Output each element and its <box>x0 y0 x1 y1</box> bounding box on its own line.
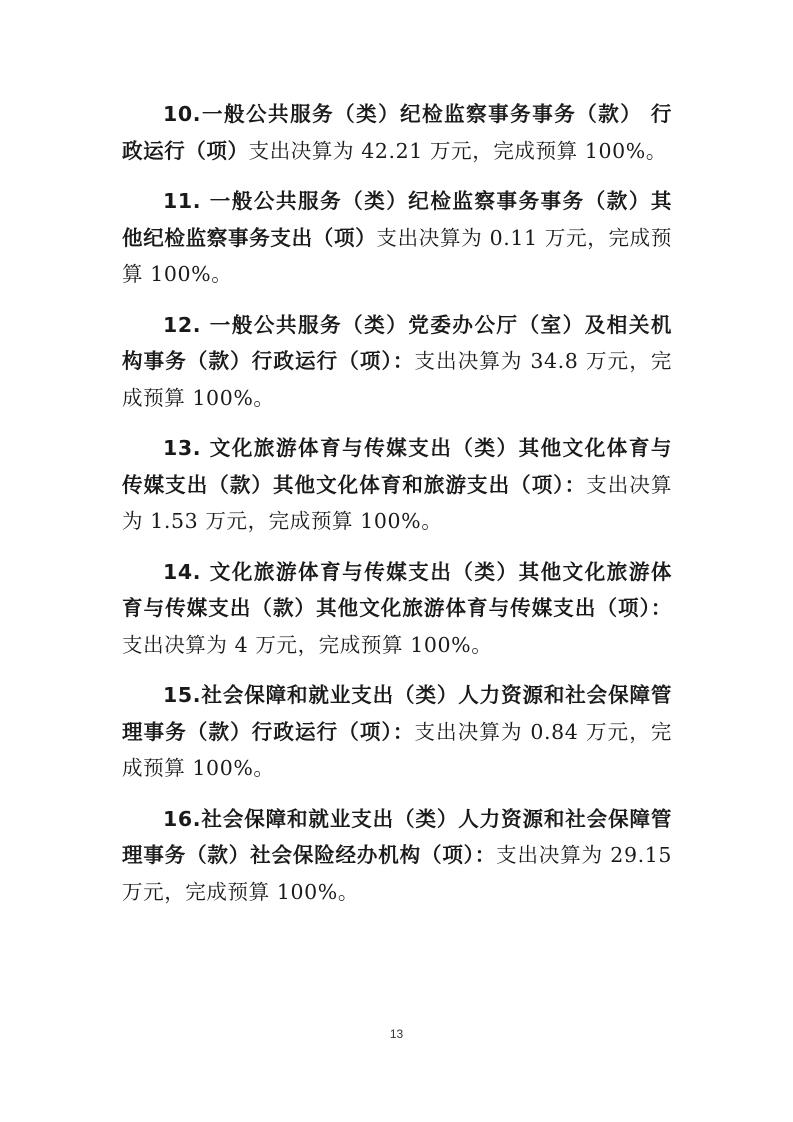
paragraph-text: 支出决算为 29.15 万元，完成预算 100%。 <box>122 843 672 904</box>
paragraph-heading: 13. 文化旅游体育与传媒支出（类）其他文化体育与传媒支出（款）其他文化体育和旅游支出（项）： <box>122 436 672 497</box>
paragraph-heading: 14. 文化旅游体育与传媒支出（类）其他文化旅游体育与传媒支出（款）其他文化旅游体育与传媒支出（项）： <box>122 559 672 620</box>
paragraph-heading: 12. 一般公共服务（类）党委办公厅（室）及相关机构事务（款）行政运行（项）： <box>122 312 672 373</box>
paragraph-text: 支出决算为 0.84 万元，完成预算 100%。 <box>122 719 672 780</box>
paragraph-item-15 <box>122 677 672 787</box>
paragraph-item-14 <box>122 554 672 664</box>
paragraph-text: 支出决算为 4 万元，完成预算 100%。 <box>122 632 493 657</box>
page-number: 13 <box>389 1027 404 1041</box>
paragraph-item-12 <box>122 307 672 417</box>
paragraph-heading: 16.社会保障和就业支出（类）人力资源和社会保障管理事务（款）社会保险经办机构（项）： <box>122 806 672 867</box>
paragraph-text: 支出决算为 1.53 万元，完成预算 100%。 <box>122 472 672 533</box>
paragraph-item-11 <box>122 183 672 293</box>
document-body <box>122 96 672 924</box>
paragraph-item-13 <box>122 430 672 540</box>
paragraph-item-10 <box>122 96 672 169</box>
paragraph-item-16 <box>122 801 672 911</box>
paragraph-text: 支出决算为 42.21 万元，完成预算 100%。 <box>248 138 667 163</box>
paragraph-heading: 10.一般公共服务（类）纪检监察事务事务（款） 行政运行（项） <box>122 102 672 163</box>
paragraph-text: 支出决算为 34.8 万元，完成预算 100%。 <box>122 349 672 410</box>
paragraph-heading: 11. 一般公共服务（类）纪检监察事务事务（款）其他纪检监察事务支出（项） <box>122 189 672 250</box>
paragraph-heading: 15.社会保障和就业支出（类）人力资源和社会保障管理事务（款）行政运行（项）： <box>122 683 672 744</box>
paragraph-text: 支出决算为 0.11 万元，完成预算 100%。 <box>122 225 672 286</box>
